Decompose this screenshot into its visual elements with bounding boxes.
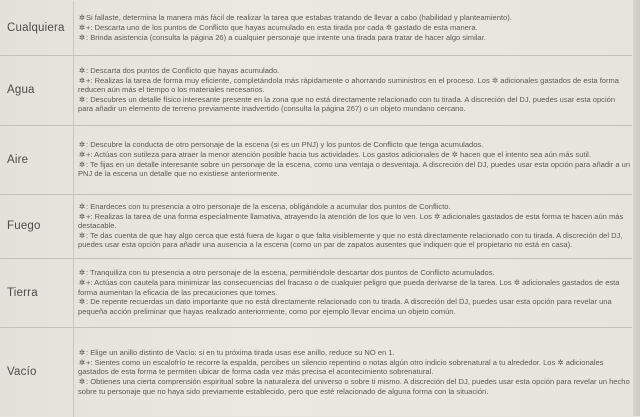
ring-effects <box>74 1 633 55</box>
effect-entry <box>78 358 632 377</box>
effect-text: : Enardeces con tu presencia a otro personaje de la escena, obligándole a acumular dos puntos de Conflicto. <box>86 201 451 211</box>
ring-row <box>0 194 632 258</box>
effect-text: : De repente recuerdas un dato importante que no está directamente relacionado con tu tirada. A discreción del DJ, puedes usar esta opción para revelar una pequeña acción preliminar que hayas realizado anteriormente, como por ejemplo llevar encima un objeto común. <box>78 297 612 316</box>
effect-text: +: Realizas la tarea de forma muy eficiente, completándola más rápidamente o ahorrando suministros en el proceso. Los ✲ adicionales gastados de esta forma reducen aún más el tiempo o los materiales necesarios. <box>78 75 620 95</box>
effect-text: +: Descarta uno de los puntos de Conflicto que hayas acumulado en esta tirada por cada ✲ gastado de esta manera. <box>86 22 478 32</box>
effect-entry <box>78 33 632 42</box>
ring-effects <box>74 125 633 194</box>
effect-text: : Te fijas en un detalle interesante sobre un personaje de la escena, como una ventaja o desventaja. A discreción del DJ, puedes usar esta opción para añadir a un PNJ de la escena un detalle que no existiese anteriormente. <box>78 159 631 179</box>
effect-text: Si fallaste, determina la manera más fácil de realizar la tarea que estabas tratando de llevar a cabo (habilidad y planteamiento). <box>86 12 512 22</box>
opportunity-icon: ✲ <box>78 357 86 367</box>
effect-text: : Obtienes una cierta comprensión espiritual sobre la naturaleza del universo o sobre ti mismo. A discreción del DJ, puedes usar esta opción para revelar un hecho sobre tu personaje que no haya sido previamente establecido, pero que esté relacionado de alguna forma con la situación. <box>78 377 630 396</box>
opportunity-icon: ✲ <box>78 201 86 211</box>
effect-text: +: Actúas con sutileza para atraer la menor atención posible hacia tus actividades. Los gastos adicionales de ✲ hacen que el intento sea aún más sutil. <box>86 149 591 159</box>
ring-row <box>0 125 632 194</box>
ring-effects-table <box>0 1 632 417</box>
effect-text: : Elige un anillo distinto de Vacío: si en tu próxima tirada usas ese anillo, reduce su NO en 1. <box>86 347 395 357</box>
opportunity-icon: ✲ <box>78 347 86 357</box>
opportunity-icon: ✲ <box>78 149 86 159</box>
ring-effects <box>74 258 633 327</box>
opportunity-icon: ✲ <box>78 12 86 22</box>
ring-name: Fuego <box>0 194 74 258</box>
effect-text: : Descubres un detalle físico interesante presente en la zona que no está directamente relacionado con tu tirada. A discreción del DJ, puedes usar esta opción para añadir un elemento de terreno previamente inadvertido (consulta la página 267) o un objeto mundano cercano. <box>78 94 616 114</box>
effect-text: : Descubre la conducta de otro personaje de la escena (si es un PNJ) y los puntos de Conflicto que tenga acumulados. <box>86 139 484 149</box>
effect-entry <box>78 160 632 179</box>
effect-entry <box>78 202 632 211</box>
ring-row <box>0 55 632 125</box>
effect-entry <box>78 268 632 277</box>
effect-entry <box>78 212 632 231</box>
ring-name: Aire <box>0 125 74 194</box>
opportunity-icon: ✲ <box>78 65 86 75</box>
opportunity-icon: ✲ <box>78 159 86 169</box>
opportunity-icon: ✲ <box>78 278 86 288</box>
effect-text: +: Actúas con cautela para minimizar las consecuencias del fracaso o de cualquier peligro que pueda derivarse de la tarea. Los ✲ adicionales gastados de esta forma aumentan la eficacia de las precauciones que tomes. <box>78 278 620 297</box>
opportunity-icon: ✲ <box>78 268 86 278</box>
effect-text: : Descarta dos puntos de Conflicto que hayas acumulado. <box>86 65 280 75</box>
effect-entry <box>78 23 632 32</box>
effect-entry <box>78 150 632 159</box>
opportunity-icon: ✲ <box>78 32 86 42</box>
effect-entry <box>78 348 632 357</box>
effect-entry <box>78 76 632 95</box>
ring-row <box>0 327 632 417</box>
opportunity-icon: ✲ <box>78 22 86 32</box>
effect-text: : Brinda asistencia (consulta la página 26) a cualquier personaje que intente una tirada para tratar de hacer algo similar. <box>86 32 486 42</box>
effect-entry <box>78 13 632 22</box>
effect-entry <box>78 278 632 297</box>
effect-entry <box>78 231 632 250</box>
effect-entry <box>78 66 632 75</box>
opportunity-icon: ✲ <box>78 297 86 307</box>
effect-text: : Tranquiliza con tu presencia a otro personaje de la escena, permitiéndole descartar dos puntos de Conflicto acumulados. <box>86 268 495 278</box>
effect-entry <box>78 95 632 114</box>
ring-row <box>0 258 632 327</box>
ring-effects <box>74 194 633 258</box>
effect-entry <box>78 140 632 149</box>
opportunity-icon: ✲ <box>78 211 86 221</box>
ring-effects <box>74 327 633 417</box>
ring-name: Cualquiera <box>7 21 65 34</box>
opportunity-icon: ✲ <box>78 139 86 149</box>
ring-name: Vacío <box>0 327 74 417</box>
ring-effects <box>74 55 633 125</box>
opportunity-icon: ✲ <box>78 230 86 240</box>
effect-entry <box>78 297 632 316</box>
opportunity-icon: ✲ <box>78 377 86 387</box>
opportunity-icon: ✲ <box>78 94 86 104</box>
page-edge <box>633 0 640 416</box>
ring-name: Agua <box>0 55 74 125</box>
effect-text: +: Realizas la tarea de una forma especialmente llamativa, atrayendo la atención de los que lo ven. Los ✲ adicionales gastados de esta forma te hacen aún más destacable. <box>78 211 624 231</box>
ring-row <box>0 1 632 55</box>
effect-text: : Te das cuenta de que hay algo cerca que está fuera de lugar o que falta visiblemente y que no está directamente relacionado con tu tirada. A discreción del DJ, puedes usar esta opción para añadir una ausencia a la escena (como un par de zapatos ausentes que indiquen que el propietario no está en casa). <box>78 230 623 250</box>
opportunity-icon: ✲ <box>78 75 86 85</box>
effect-text: +: Sientes como un escalofrío te recorre la espalda, percibes un silencio repentino o notas algún otro indicio sobrenatural a tu alrededor. Los ✲ adicionales gastados de esta forma te permiten ubicar de forma cada vez más precisa el acontecimiento sobrenatural. <box>78 357 604 377</box>
effect-entry <box>78 377 632 396</box>
ring-name: Tierra <box>0 258 74 327</box>
